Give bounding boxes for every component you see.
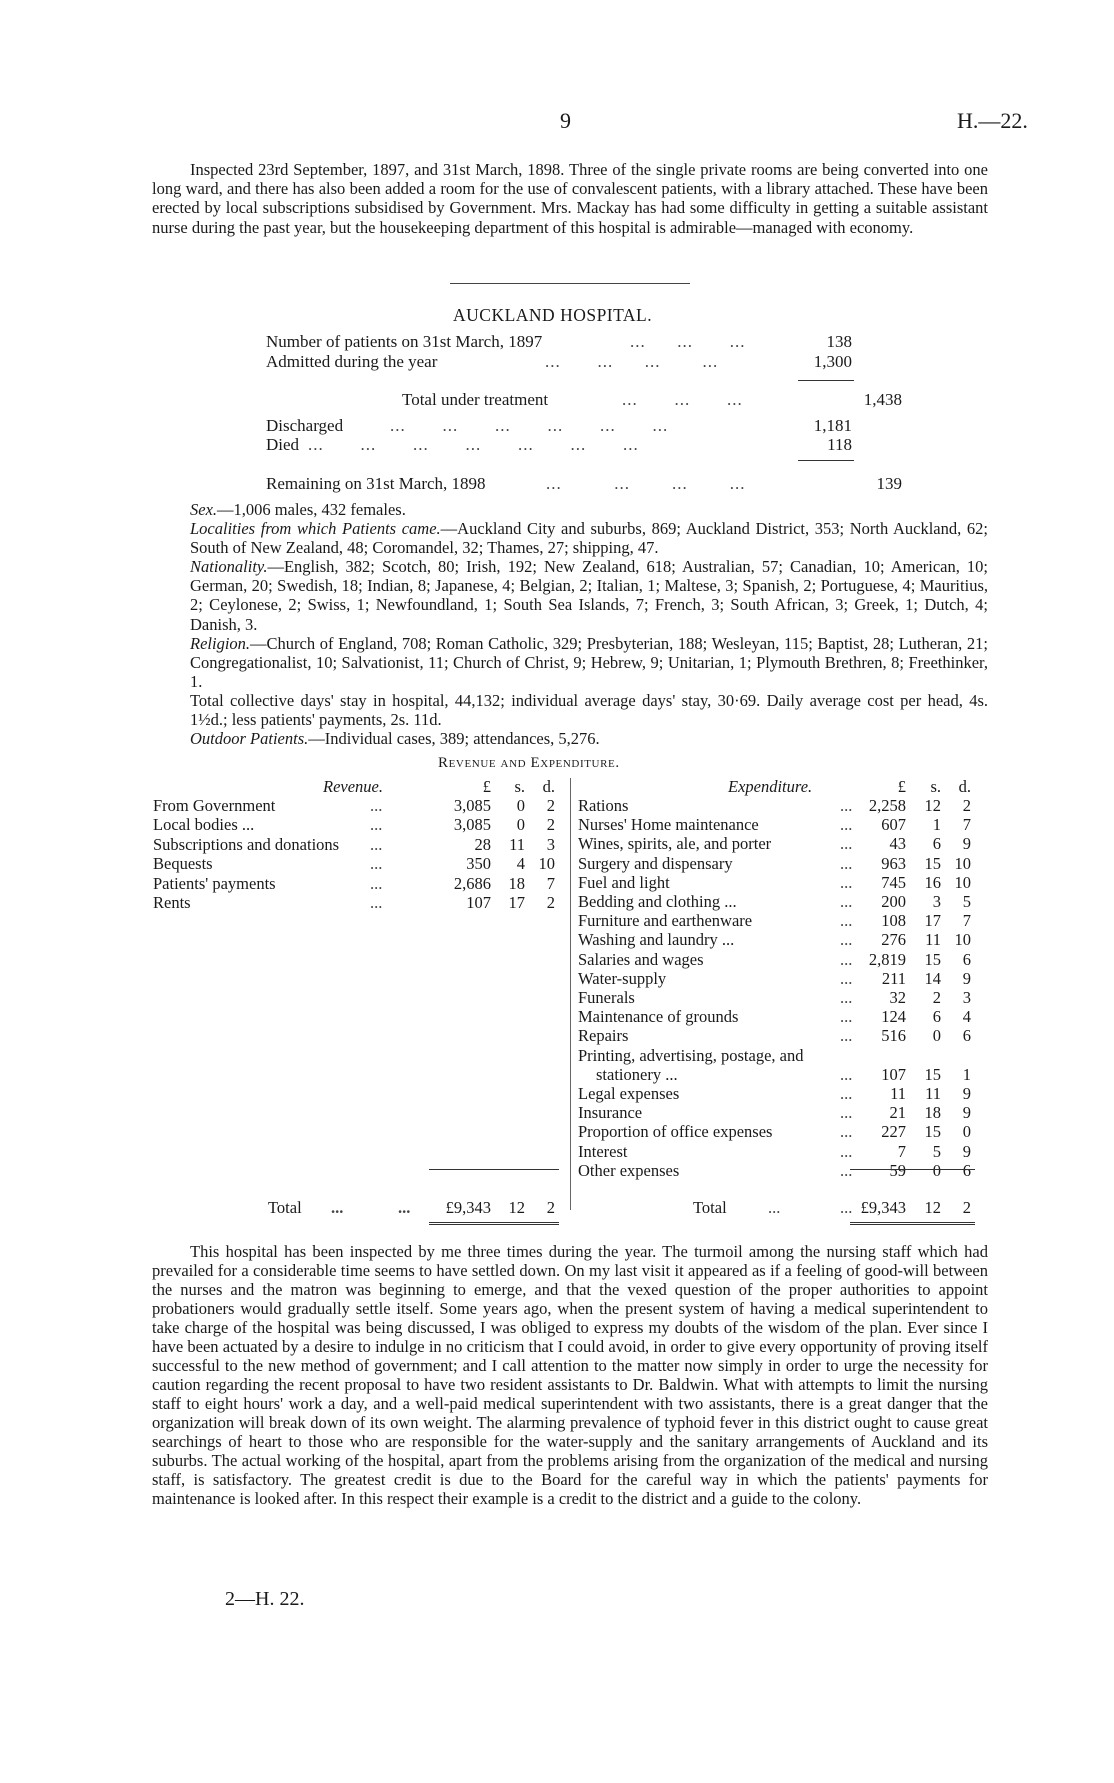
revenue-row: [153, 874, 573, 893]
revenue-pence: 2: [546, 815, 555, 835]
expenditure-label: Water-supply: [578, 968, 667, 988]
expenditure-pounds: 963: [881, 853, 906, 873]
localities-line: [152, 519, 988, 557]
expenditure-total-row: Total ... ... £9,343 12 2: [693, 1198, 971, 1217]
expenditure-total-label: Total: [693, 1198, 727, 1217]
stat-value-total-treatment: 1,438: [863, 390, 902, 409]
revenue-pounds: 350: [466, 854, 491, 874]
expenditure-row: [578, 1084, 993, 1103]
expenditure-shillings: 17: [924, 911, 941, 931]
double-rule: [850, 1222, 975, 1225]
expenditure-label: Maintenance of grounds: [578, 1007, 739, 1027]
leader-dots: ... ... ...: [622, 390, 743, 409]
page-number: 9: [560, 108, 571, 133]
religion-line: [152, 634, 988, 691]
sum-rule: [798, 460, 854, 461]
expenditure-shillings: 14: [924, 968, 941, 988]
expenditure-label: Bedding and clothing ...: [578, 892, 737, 911]
expenditure-row: [578, 950, 993, 969]
revenue-shillings: 0: [516, 796, 525, 815]
expenditure-pounds: 607: [881, 815, 906, 835]
expenditure-pence: 9: [962, 834, 971, 854]
expenditure-pence: 6: [962, 1160, 971, 1180]
sex-line: [152, 500, 988, 519]
leader-dots: ...: [370, 796, 383, 815]
expenditure-row: [578, 988, 993, 1007]
stat-value-patients-1897: 138: [826, 332, 852, 351]
expenditure-label: Surgery and dispensary: [578, 853, 733, 873]
leader-dots: ...: [840, 930, 853, 950]
revenue-total-pounds: £9,343: [445, 1198, 491, 1217]
expenditure-pence: 2: [962, 796, 971, 815]
expenditure-row: [578, 930, 993, 949]
revenue-label: Subscriptions and donations: [153, 834, 340, 854]
leader-dots: ...: [370, 873, 383, 893]
expenditure-label: Printing, advertising, postage, and: [578, 1045, 804, 1065]
leader-dots: ...: [840, 1141, 853, 1161]
expenditure-row: [578, 1046, 993, 1065]
expenditure-pounds: 2,258: [868, 796, 906, 815]
col-shillings: s.: [514, 777, 525, 796]
intro-paragraph-text: Inspected 23rd September, 1897, and 31st March, 1898. Three of the single private rooms are being converted into one long ward, and there has also been added a room for the use of convalescent patients, with a library attached. These have been erected by local subscriptions subsidised by Government. Mrs. Mackay has had some difficulty in getting a suitable assistant nurse during the past year, but the housekeeping department of this hospital is admirable—managed with economy.: [152, 160, 988, 237]
closing-paragraph-text: This hospital has been inspected by me three times during the year. The turmoil among the nursing staff which had prevailed for a considerable time seems to have settled down. On my last visit it appeared as if a feeling of good-will between the nurses and the matron was beginning to emerge, and that the vexed question of the proper authorities to appoint probationers would gradually settle itself. Some years ago, when the present system of having a medical superintendent to take charge of the hospital was being discussed, I was obliged to express my doubts of the wisdom of the plan. Ever since I have been actuated by a desire to indulge in no criticism that I could avoid, in order to give every opportunity of proving itself successful to the new method of government; and I call attention to the matter now simply in order to urge the necessity for caution regarding the recent proposal to have two resident assistants to Dr. Baldwin. What with attempts to limit the nursing staff to eight hours' work a day, and a well-paid medical superintendent with two assistants, there is a great danger that the organization will break down of its own weight. The alarming prevalence of typhoid fever in this district ought to cause great searchings of heart to those who are responsible for the water-supply and the sanitary arrangements of Auckland and its suburbs. The actual working of the hospital, apart from the problems arising from the organization of the medical and nursing staff, is satisfactory. The greatest credit is due to the Board for the careful way in which the patients' payments for maintenance is looked after. In this respect their example is a credit to the district and a guide to the colony.: [152, 1242, 988, 1508]
outdoor-label: Outdoor Patients.: [190, 729, 309, 749]
expenditure-row: [578, 911, 993, 930]
stat-label-discharged: Discharged: [266, 416, 344, 435]
expenditure-pounds: 108: [881, 911, 906, 931]
leader-dots: ...: [840, 949, 853, 969]
outdoor-line: [152, 729, 988, 748]
revenue-total-row: Total ... ... £9,343 12 2: [268, 1198, 555, 1217]
expenditure-shillings: 18: [924, 1103, 941, 1123]
intro-paragraph: [152, 160, 988, 237]
stat-label-total-treatment: Total under treatment: [402, 390, 549, 409]
expenditure-pence: 6: [962, 949, 971, 969]
revenue-pounds: 3,085: [453, 815, 491, 835]
col-pence: d.: [542, 777, 555, 796]
expenditure-label: Furniture and earthenware: [578, 911, 753, 931]
expenditure-label: Wines, spirits, ale, and porter: [578, 834, 772, 854]
expenditure-pounds: 276: [881, 930, 906, 950]
expenditure-row: [578, 892, 993, 911]
revenue-shillings: 17: [508, 893, 525, 912]
stat-label-admitted: Admitted during the year: [266, 352, 438, 371]
expenditure-shillings: 6: [932, 834, 941, 854]
col-shillings: s.: [930, 777, 941, 796]
expenditure-heading: Expenditure.: [728, 777, 813, 796]
expenditure-label: stationery ...: [596, 1064, 678, 1084]
leader-dots: ...: [370, 834, 383, 854]
leader-dots: ... ... ... ... ... ...: [390, 416, 669, 435]
closing-paragraph: [152, 1242, 988, 1508]
expenditure-shillings: 15: [924, 1122, 941, 1142]
expenditure-pence: 9: [962, 1141, 971, 1161]
expenditure-table: [578, 777, 993, 1217]
revenue-label: From Government: [153, 796, 276, 815]
col-pounds: £: [482, 777, 491, 796]
expenditure-pounds: 200: [881, 892, 906, 911]
footer-signature: 2—H. 22.: [225, 1588, 305, 1610]
expenditure-label: Other expenses: [578, 1160, 680, 1180]
stat-value-discharged: 1,181: [813, 416, 852, 435]
expenditure-row: [578, 1161, 993, 1180]
leader-dots: ...: [840, 988, 853, 1007]
total-rule: [850, 1169, 975, 1170]
leader-dots: ...: [840, 892, 853, 911]
expenditure-label: Nurses' Home maintenance: [578, 815, 759, 835]
nationality-label: Nationality.: [190, 557, 268, 577]
leader-dots: ... ... ...: [630, 332, 746, 351]
stat-value-remaining: 139: [876, 474, 902, 493]
leader-dots: ... ... ... ...: [545, 352, 719, 371]
outdoor-text: —Individual cases, 389; attendances, 5,276.: [308, 729, 600, 749]
stat-label-remaining: Remaining on 31st March, 1898: [266, 474, 486, 493]
localities-text: —Auckland City and suburbs, 869; Auckland District, 353; North Auckland, 62; South of New Zealand, 48; Coromandel, 32; Thames, 27; shipping, 47.: [190, 519, 988, 558]
expenditure-row: [578, 969, 993, 988]
expenditure-pence: 10: [954, 930, 971, 950]
leader-dots: ...: [840, 968, 853, 988]
expenditure-pounds: 227: [881, 1122, 906, 1142]
expenditure-pounds: 7: [897, 1141, 906, 1161]
revenue-shillings: 18: [508, 873, 525, 893]
stat-value-died: 118: [827, 435, 852, 454]
expenditure-shillings: 1: [932, 815, 941, 835]
col-pounds: £: [897, 777, 906, 796]
expenditure-label: Legal expenses: [578, 1084, 680, 1103]
revenue-label: Rents: [153, 893, 191, 912]
double-rule: [429, 1222, 559, 1225]
leader-dots: ...: [840, 1103, 853, 1123]
expenditure-label: Proportion of office expenses: [578, 1122, 773, 1142]
revenue-heading: Revenue.: [323, 777, 383, 796]
expenditure-row: [578, 854, 993, 873]
expenditure-pounds: 59: [889, 1160, 906, 1180]
expenditure-shillings: 3: [932, 892, 941, 911]
leader-dots: ...: [370, 815, 383, 835]
revenue-pence: 2: [546, 796, 555, 815]
col-pence: d.: [958, 777, 971, 796]
leader-dots: ...: [840, 1026, 853, 1046]
expenditure-shillings: 0: [932, 1160, 941, 1180]
revenue-pence: 7: [546, 873, 555, 893]
expenditure-total-pence: 2: [962, 1198, 971, 1217]
expenditure-pence: 9: [962, 1103, 971, 1123]
section-title: AUCKLAND HOSPITAL.: [453, 305, 653, 325]
leader-dots: ...: [370, 854, 383, 874]
revenue-pence: 3: [546, 834, 555, 854]
expenditure-pence: 4: [962, 1007, 971, 1027]
expenditure-pounds: 11: [890, 1084, 906, 1103]
revenue-shillings: 0: [516, 815, 525, 835]
column-divider: [570, 778, 571, 1210]
expenditure-pence: 5: [962, 892, 971, 911]
expenditure-label: Washing and laundry ...: [578, 930, 735, 950]
leader-dots: ...: [840, 796, 853, 815]
expenditure-pounds: 211: [881, 968, 906, 988]
expenditure-pence: 7: [962, 911, 971, 931]
expenditure-label: Interest: [578, 1141, 628, 1161]
expenditure-pence: 1: [962, 1064, 971, 1084]
expenditure-pence: 6: [962, 1026, 971, 1046]
expenditure-shillings: 15: [924, 949, 941, 969]
expenditure-pence: 7: [962, 815, 971, 835]
expenditure-shillings: 11: [925, 930, 941, 950]
localities-label: Localities from which Patients came.: [190, 519, 441, 539]
revenue-label: Local bodies ...: [153, 815, 255, 835]
expenditure-label: Repairs: [578, 1026, 629, 1046]
revenue-shillings: 11: [509, 834, 525, 854]
expenditure-pence: 10: [954, 872, 971, 892]
stat-value-admitted: 1,300: [813, 352, 852, 371]
revenue-row: [153, 854, 573, 873]
expenditure-row: [578, 1142, 993, 1161]
leader-dots: ...: [840, 1160, 853, 1180]
expenditure-row: [578, 1007, 993, 1026]
revenue-pence: 2: [546, 893, 555, 912]
expenditure-shillings: 15: [924, 853, 941, 873]
leader-dots: ...: [840, 1064, 853, 1084]
revenue-label: Bequests: [153, 854, 213, 874]
expenditure-row: [578, 815, 993, 834]
expenditure-pence: 9: [962, 1084, 971, 1103]
leader-dots: ...: [370, 893, 383, 912]
expenditure-label: Insurance: [578, 1103, 643, 1123]
sex-label: Sex.: [190, 500, 218, 519]
expenditure-pounds: 21: [889, 1103, 906, 1123]
leader-dots: ...: [840, 1084, 853, 1103]
revenue-pounds: 28: [474, 834, 491, 854]
revenue-total-label: Total: [268, 1198, 302, 1217]
expenditure-pounds: 124: [881, 1007, 906, 1027]
leader-dots: ...: [840, 911, 853, 931]
leader-dots: ... ... ... ... ... ... ...: [308, 435, 639, 454]
revenue-table: [153, 777, 573, 1217]
revenue-pounds: 2,686: [453, 873, 491, 893]
leader-dots: ...: [840, 834, 853, 854]
leader-dots: ...: [840, 1007, 853, 1027]
revenue-row: [153, 835, 573, 854]
expenditure-shillings: 15: [924, 1064, 941, 1084]
expenditure-pence: 3: [962, 988, 971, 1007]
stay-text: Total collective days' stay in hospital, 44,132; individual average days' stay, 30·69. Daily average cost per head, 4s. 1½d.; less patients' payments, 2s. 11d.: [190, 690, 988, 730]
religion-label: Religion.: [190, 633, 251, 653]
sex-text: —1,006 males, 432 females.: [217, 500, 406, 519]
finance-heading: Revenue and Expenditure.: [438, 755, 620, 771]
expenditure-shillings: 0: [932, 1026, 941, 1046]
revenue-pounds: 107: [466, 893, 491, 912]
nationality-text: —English, 382; Scotch, 80; Irish, 192; New Zealand, 618; Australian, 57; Canadian, 10; American, 10; German, 20; Swedish, 18; Indian, 8; Japanese, 4; Belgian, 2; Italian, 1; Maltese, 3; Spanish, 2; Portuguese, 4; Mauritius, 2; Ceylonese, 2; Swiss, 1; Newfoundland, 1; South Sea Islands, 7; French, 3; South African, 3; Greek, 1; Dutch, 4; Danish, 3.: [190, 557, 988, 634]
expenditure-shillings: 16: [924, 872, 941, 892]
leader-dots: ... ... ... ...: [546, 474, 746, 493]
leader-dots: ...: [840, 872, 853, 892]
expenditure-shillings: 5: [932, 1141, 941, 1161]
expenditure-label: Fuel and light: [578, 872, 670, 892]
expenditure-pence: 10: [954, 853, 971, 873]
expenditure-label: Rations: [578, 796, 629, 815]
expenditure-row: [578, 1122, 993, 1141]
expenditure-shillings: 6: [932, 1007, 941, 1027]
expenditure-total-shillings: 12: [924, 1198, 941, 1217]
leader-dots: ...: [840, 815, 853, 835]
expenditure-shillings: 12: [924, 796, 941, 815]
expenditure-row: [578, 796, 993, 815]
leader-dots: ...: [840, 1122, 853, 1142]
stat-label-patients-1897: Number of patients on 31st March, 1897: [266, 332, 543, 351]
sum-rule: [798, 380, 854, 381]
section-divider: [450, 283, 690, 284]
revenue-row: [153, 893, 573, 912]
stat-label-died: Died: [266, 435, 300, 454]
revenue-pounds: 3,085: [453, 796, 491, 815]
expenditure-shillings: 11: [925, 1084, 941, 1103]
nationality-line: [152, 557, 988, 633]
expenditure-row: [578, 1065, 993, 1084]
expenditure-pounds: 43: [889, 834, 906, 854]
expenditure-label: Funerals: [578, 988, 635, 1007]
expenditure-shillings: 2: [932, 988, 941, 1007]
expenditure-pounds: 745: [881, 872, 906, 892]
expenditure-row: [578, 1103, 993, 1122]
total-rule: [429, 1169, 559, 1170]
expenditure-label: Salaries and wages: [578, 949, 704, 969]
revenue-label: Patients' payments: [153, 873, 276, 893]
expenditure-pence: 0: [962, 1122, 971, 1142]
expenditure-pounds: 516: [881, 1026, 906, 1046]
leader-dots: ...: [840, 853, 853, 873]
expenditure-row: [578, 834, 993, 853]
revenue-row: [153, 815, 573, 834]
expenditure-pounds: 32: [889, 988, 906, 1007]
expenditure-row: [578, 1026, 993, 1045]
expenditure-pence: 9: [962, 968, 971, 988]
expenditure-row: [578, 873, 993, 892]
revenue-total-pence: 2: [546, 1198, 555, 1217]
expenditure-total-pounds: £9,343: [860, 1198, 906, 1217]
expenditure-pounds: 2,819: [868, 949, 906, 969]
patient-details: [152, 500, 988, 748]
revenue-shillings: 4: [516, 854, 525, 874]
religion-text: —Church of England, 708; Roman Catholic, 329; Presbyterian, 188; Wesleyan, 115; Baptist, 28; Lutheran, 21; Congregationalist, 10; Salvationist, 11; Church of Christ, 9; Hebrew, 9; Unitarian, 1; Plymouth Brethren, 8; Freethinker, 1.: [190, 633, 988, 691]
document-reference: H.—22.: [957, 108, 1028, 133]
revenue-row: [153, 796, 573, 815]
revenue-pence: 10: [538, 854, 555, 874]
revenue-total-shillings: 12: [508, 1198, 525, 1217]
stay-line: [152, 691, 988, 729]
expenditure-pounds: 107: [881, 1064, 906, 1084]
